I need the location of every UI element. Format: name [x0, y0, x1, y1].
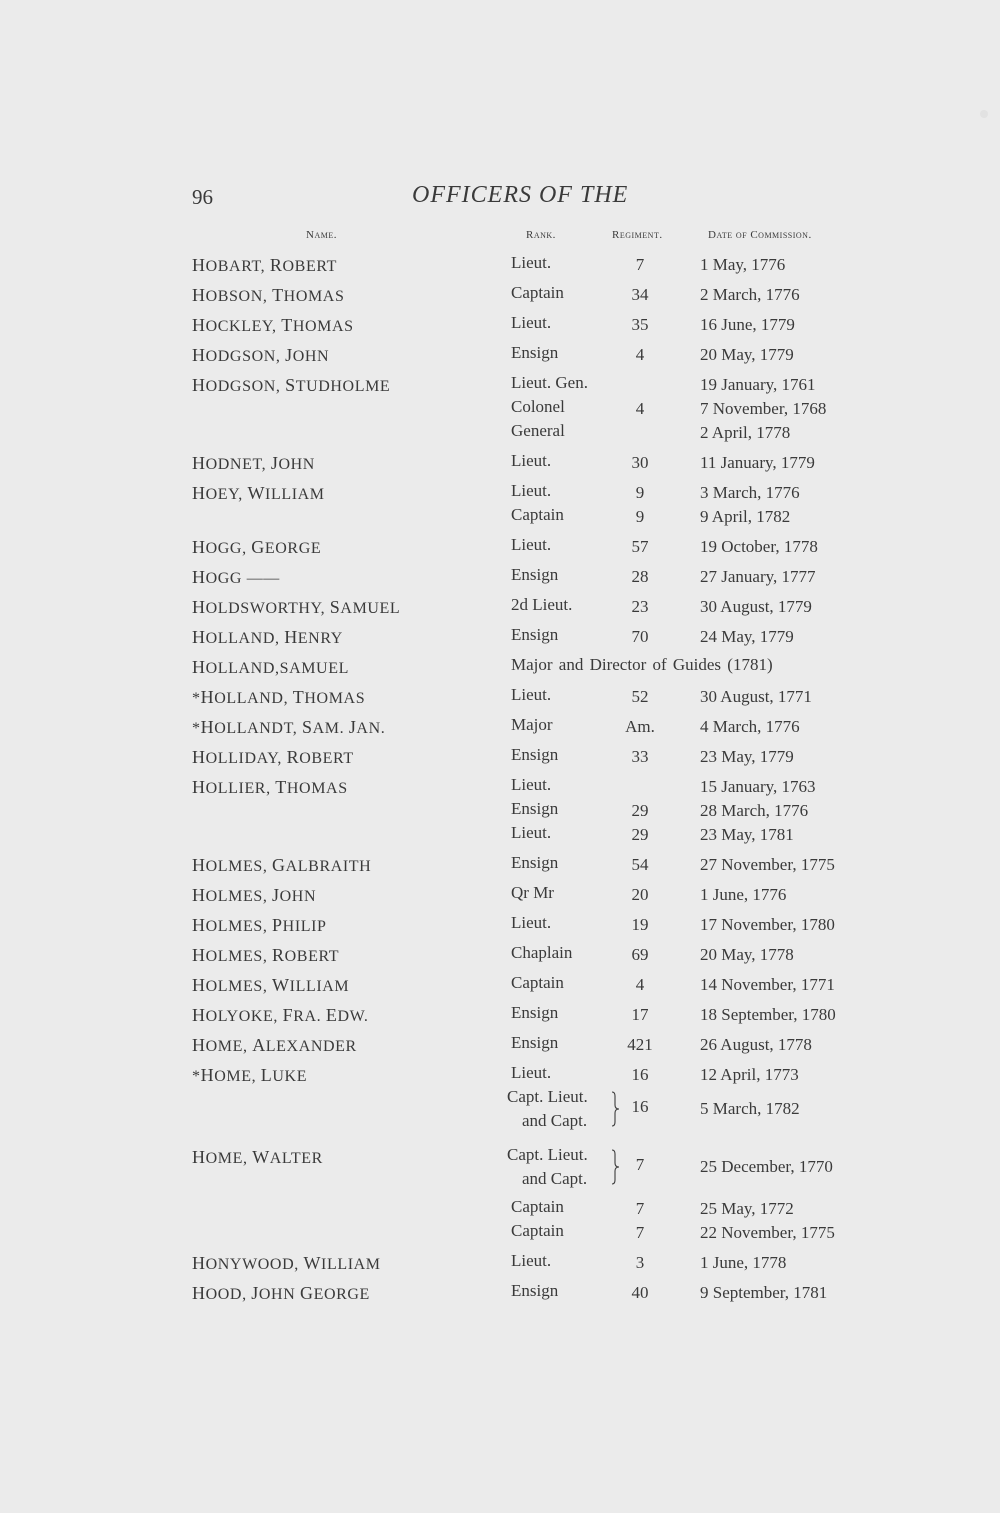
rank: and Capt.: [522, 1111, 588, 1130]
rank: Colonel: [511, 397, 565, 416]
commission-line: [0, 1003, 1000, 1027]
regiment: 23: [631, 597, 649, 616]
commission-line: [0, 481, 1000, 505]
commission-date: 5 March, 1782: [700, 1099, 800, 1118]
commission-line: [0, 625, 1000, 649]
commission-line: [0, 373, 1000, 397]
commission-date: 28 March, 1776: [700, 801, 809, 820]
commission-line: [0, 973, 1000, 997]
commission-date: 25 December, 1770: [700, 1157, 833, 1176]
officer-name: HOOD, JOHN GEORGE: [192, 1283, 370, 1303]
officer-name: *HOLLANDT, SAM. JAN.: [192, 717, 386, 737]
commission-line: [0, 343, 1000, 367]
commission-line: [0, 745, 1000, 769]
regiment: 4: [635, 345, 645, 364]
commission-date: 1 June, 1776: [700, 885, 787, 904]
running-title: OFFICERS OF THE: [412, 182, 629, 208]
commission-line: [0, 1145, 1000, 1193]
regiment: 3: [635, 1253, 645, 1272]
rank: Lieut.: [511, 913, 552, 932]
rank: General: [511, 421, 565, 440]
commission-line: [0, 853, 1000, 877]
rank: Lieut.: [511, 823, 552, 842]
rank: Ensign: [511, 745, 559, 764]
regiment: 421: [627, 1035, 653, 1054]
regiment: 40: [631, 1283, 649, 1302]
commission-line: [0, 823, 1000, 847]
officer-name: HOLLAND,SAMUEL: [192, 657, 349, 677]
commission-date: 11 January, 1779: [700, 453, 815, 472]
regiment: 54: [631, 855, 649, 874]
regiment: 7: [635, 1155, 645, 1174]
rank: Major: [511, 715, 553, 734]
officer-name: HODNET, JOHN: [192, 453, 315, 473]
column-header-rank: Rank.: [526, 229, 556, 241]
commission-date: 2 April, 1778: [700, 423, 791, 442]
regiment: 29: [631, 801, 649, 820]
page-number: 96: [192, 185, 213, 209]
rank: Ensign: [511, 343, 559, 362]
rank: Lieut.: [511, 685, 552, 704]
commission-date: 3 March, 1776: [700, 483, 800, 502]
commission-date: 4 March, 1776: [700, 717, 800, 736]
commission-line: [0, 535, 1000, 559]
rank: Lieut.: [511, 1063, 552, 1082]
regiment: 4: [635, 975, 645, 994]
commission-date: 9 September, 1781: [700, 1283, 828, 1302]
commission-line: [0, 565, 1000, 589]
rank: Ensign: [511, 625, 559, 644]
officer-name: HOLDSWORTHY, SAMUEL: [192, 597, 401, 617]
commission-line: [0, 799, 1000, 823]
officer-name: HOME, WALTER: [192, 1147, 323, 1167]
officer-name: HODGSON, STUDHOLME: [192, 375, 391, 395]
regiment: 34: [631, 285, 649, 304]
officer-name: HOGG, GEORGE: [192, 537, 322, 557]
commission-date: 9 April, 1782: [700, 507, 791, 526]
regiment: 7: [635, 255, 645, 274]
commission-date: 14 November, 1771: [700, 975, 835, 994]
commission-date: 1 June, 1778: [700, 1253, 787, 1272]
rank: Qr Mr: [511, 883, 554, 902]
commission-date: 16 June, 1779: [700, 315, 795, 334]
commission-date: 1 May, 1776: [700, 255, 786, 274]
commission-date: 20 May, 1779: [700, 345, 794, 364]
commission-date: 23 May, 1781: [700, 825, 794, 844]
commission-line: [0, 943, 1000, 967]
commission-date: 30 August, 1779: [700, 597, 812, 616]
commission-date: 22 November, 1775: [700, 1223, 835, 1242]
commission-line: [0, 1197, 1000, 1221]
rank: Ensign: [511, 1003, 559, 1022]
rank: Captain: [511, 505, 564, 524]
rank: Captain: [511, 1197, 564, 1216]
commission-line: [0, 451, 1000, 475]
officer-name: HOLMES, JOHN: [192, 885, 317, 905]
commission-date: 27 January, 1777: [700, 567, 816, 586]
rank: Capt. Lieut.: [507, 1087, 588, 1106]
commission-date: 24 May, 1779: [700, 627, 794, 646]
commission-date: 20 May, 1778: [700, 945, 794, 964]
regiment: 7: [635, 1223, 645, 1242]
rank: Captain: [511, 973, 564, 992]
regiment: 16: [631, 1097, 649, 1116]
rank: Lieut.: [511, 535, 552, 554]
commission-date: 30 August, 1771: [700, 687, 812, 706]
rank: Lieut.: [511, 313, 552, 332]
regiment: 29: [631, 825, 649, 844]
commission-line: [0, 253, 1000, 277]
rank: Capt. Lieut.: [507, 1145, 588, 1164]
commission-line: [0, 715, 1000, 739]
regiment: 57: [631, 537, 649, 556]
commission-date: 25 May, 1772: [700, 1199, 794, 1218]
rank: and Capt.: [522, 1169, 588, 1188]
rank: Lieut.: [511, 451, 552, 470]
officer-name: HOEY, WILLIAM: [192, 483, 325, 503]
regiment: 7: [635, 1199, 645, 1218]
column-header-name: Name.: [306, 229, 337, 241]
officer-name: HOBSON, THOMAS: [192, 285, 345, 305]
rank: Captain: [511, 283, 564, 302]
officer-name: HONYWOOD, WILLIAM: [192, 1253, 381, 1273]
rank: Ensign: [511, 1033, 559, 1052]
officer-name: HOLLAND, HENRY: [192, 627, 343, 647]
rank: Ensign: [511, 565, 559, 584]
commission-line: [0, 883, 1000, 907]
commission-line: [0, 1251, 1000, 1275]
officer-name: *HOLLAND, THOMAS: [192, 687, 366, 707]
regiment: 20: [631, 885, 649, 904]
commission-date: 19 January, 1761: [700, 375, 816, 394]
commission-line: [0, 421, 1000, 445]
commission-line: [0, 1033, 1000, 1057]
officer-name: HOGG ——: [192, 567, 280, 587]
officer-name: HOME, ALEXANDER: [192, 1035, 357, 1055]
officer-name: HOLMES, ROBERT: [192, 945, 340, 965]
rank: Lieut.: [511, 481, 552, 500]
commission-line: [0, 913, 1000, 937]
regiment: 9: [635, 483, 645, 502]
rank: 2d Lieut.: [511, 595, 573, 614]
commission-line: [0, 655, 1000, 679]
officer-name: HOLYOKE, FRA. EDW.: [192, 1005, 369, 1025]
commission-date: 12 April, 1773: [700, 1065, 799, 1084]
rank: Lieut.: [511, 253, 552, 272]
commission-line: [0, 1063, 1000, 1087]
rank: Lieut.: [511, 1251, 552, 1270]
rank: Captain: [511, 1221, 564, 1240]
commission-line: [0, 1281, 1000, 1305]
commission-line: [0, 775, 1000, 799]
regiment: 4: [635, 399, 645, 418]
column-header-regiment: Regiment.: [612, 229, 663, 241]
rank: Lieut. Gen.: [511, 373, 588, 392]
officer-name: HODGSON, JOHN: [192, 345, 330, 365]
column-header-date: Date of Commission.: [708, 229, 812, 241]
regiment: 35: [631, 315, 649, 334]
officer-name: *HOME, LUKE: [192, 1065, 308, 1085]
commission-line: [0, 1221, 1000, 1245]
commission-line: [0, 685, 1000, 709]
commission-date: 26 August, 1778: [700, 1035, 812, 1054]
regiment: 52: [631, 687, 649, 706]
regiment: Am.: [625, 717, 655, 736]
regiment: 70: [631, 627, 649, 646]
officer-name: HOLMES, GALBRAITH: [192, 855, 372, 875]
regiment: 69: [631, 945, 649, 964]
rank: Ensign: [511, 1281, 559, 1300]
commission-date: 18 September, 1780: [700, 1005, 836, 1024]
officer-name: HOLMES, PHILIP: [192, 915, 327, 935]
officer-name: HOBART, ROBERT: [192, 255, 337, 275]
regiment: 28: [631, 567, 649, 586]
commission-line: [0, 1087, 1000, 1135]
commission-date: 19 October, 1778: [700, 537, 818, 556]
commission-date: 17 November, 1780: [700, 915, 835, 934]
commission-date: 23 May, 1779: [700, 747, 794, 766]
commission-line: [0, 595, 1000, 619]
officer-name: HOCKLEY, THOMAS: [192, 315, 354, 335]
commission-line: [0, 283, 1000, 307]
regiment: 30: [631, 453, 649, 472]
rank: Lieut.: [511, 775, 552, 794]
commission-line: [0, 505, 1000, 529]
regiment: 17: [631, 1005, 649, 1024]
rank: Ensign: [511, 853, 559, 872]
commission-date: 7 November, 1768: [700, 399, 827, 418]
officer-name: HOLLIDAY, ROBERT: [192, 747, 354, 767]
rank: Chaplain: [511, 943, 573, 962]
commission-note: Major and Director of Guides (1781): [511, 655, 773, 674]
regiment: 9: [635, 507, 645, 526]
commission-date: 2 March, 1776: [700, 285, 800, 304]
commission-line: [0, 313, 1000, 337]
commission-date: 15 January, 1763: [700, 777, 816, 796]
rank: Ensign: [511, 799, 559, 818]
commission-date: 27 November, 1775: [700, 855, 835, 874]
officer-name: HOLMES, WILLIAM: [192, 975, 350, 995]
commission-line: [0, 397, 1000, 421]
regiment: 33: [631, 747, 649, 766]
officer-name: HOLLIER, THOMAS: [192, 777, 348, 797]
regiment: 16: [631, 1065, 649, 1084]
regiment: 19: [631, 915, 649, 934]
